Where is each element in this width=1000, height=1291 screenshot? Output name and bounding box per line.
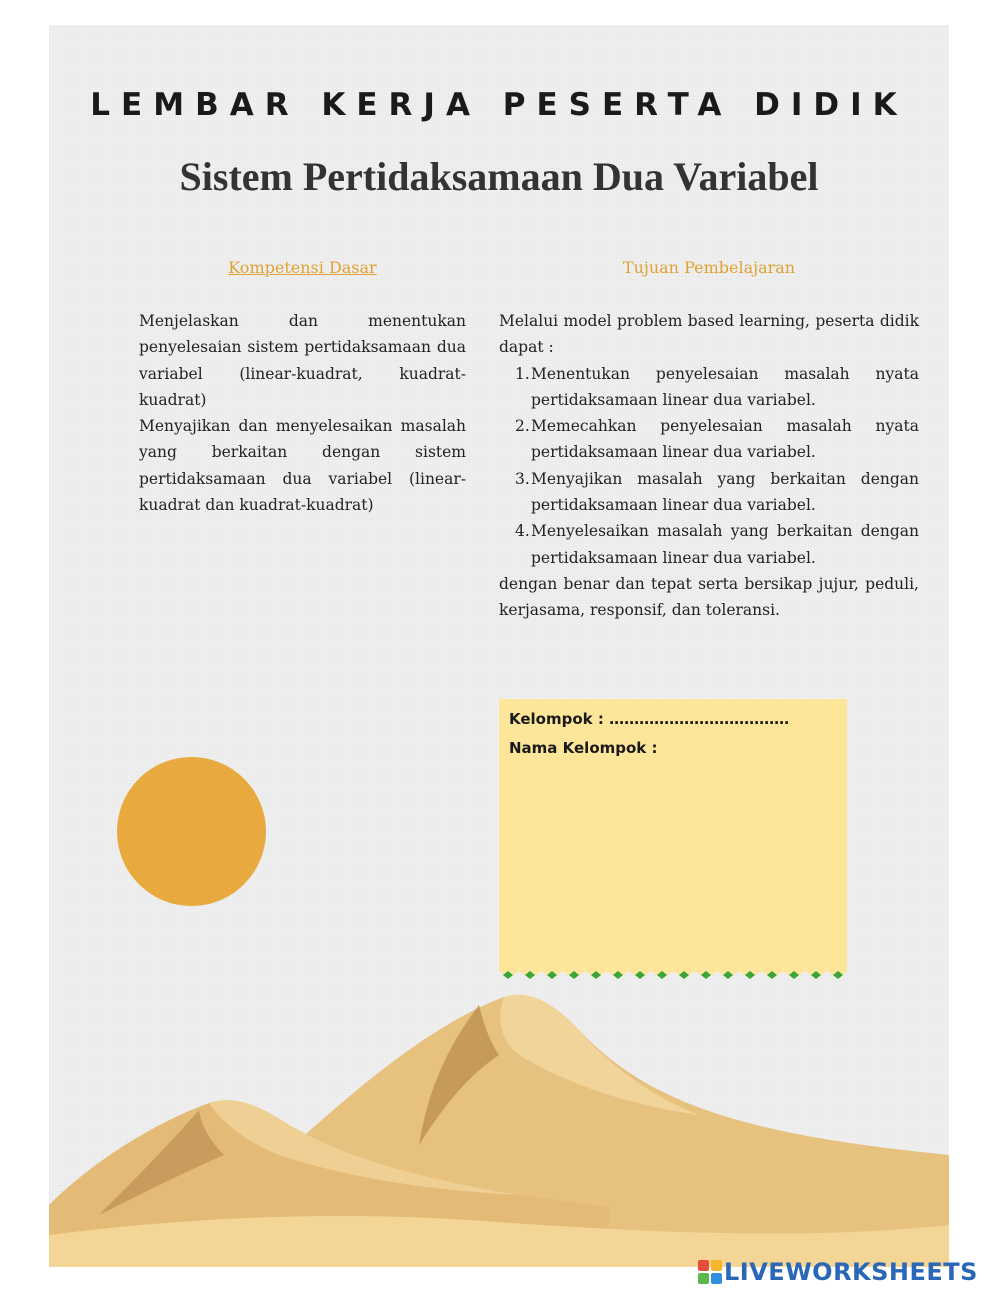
group-name-field[interactable]: Nama Kelompok :: [509, 739, 658, 757]
list-item-number: 2.: [515, 417, 530, 436]
group-number-field[interactable]: Kelompok : ………………………………: [509, 710, 790, 728]
tp-intro: Melalui model problem based learning, peserta didik dapat :: [499, 312, 919, 357]
list-item-number: 4.: [515, 522, 530, 541]
list-item: [499, 361, 919, 414]
list-item: [499, 518, 919, 571]
kd-paragraph: Menyajikan dan menyelesaikan masalah yang berkaitan dengan sistem pertidaksamaan dua variabel (linear-kuadrat dan kuadrat-kuadrat): [139, 417, 466, 515]
tp-objectives-list: [499, 361, 919, 571]
kompetensi-dasar-text: [139, 308, 466, 518]
note-torn-edge: [499, 967, 847, 983]
page-title: LEMBAR KERJA PESERTA DIDIK: [90, 87, 908, 123]
group-note-box: [499, 699, 847, 969]
logo-text: LIVEWORKSHEETS: [724, 1258, 978, 1286]
list-item-text: Menyajikan masalah yang berkaitan dengan pertidaksamaan linear dua variabel.: [531, 469, 919, 515]
tujuan-pembelajaran-heading: Tujuan Pembelajaran: [622, 258, 796, 277]
list-item-text: Menyelesaikan masalah yang berkaitan dengan pertidaksamaan linear dua variabel.: [531, 522, 919, 567]
list-item: [499, 466, 919, 519]
tujuan-pembelajaran-text: [499, 308, 919, 624]
liveworksheets-logo-icon: [698, 1260, 722, 1284]
kd-paragraph: Menjelaskan dan menentukan penyelesaian sistem pertidaksamaan dua variabel (linear-kuadrat, kuadrat-kuadrat): [139, 312, 466, 409]
desert-dunes-illustration: [49, 985, 949, 1267]
list-item-text: Memecahkan penyelesaian masalah nyata pertidaksamaan linear dua variabel.: [531, 417, 919, 462]
sun-illustration: [117, 757, 266, 906]
list-item: [499, 413, 919, 466]
worksheet-page: [49, 25, 949, 1267]
list-item-number: 3.: [515, 469, 530, 488]
list-item-text: Menentukan penyelesaian masalah nyata pertidaksamaan linear dua variabel.: [531, 364, 919, 409]
tp-closing: dengan benar dan tepat serta bersikap jujur, peduli, kerjasama, responsif, dan toleransi.: [499, 574, 919, 620]
liveworksheets-logo[interactable]: [698, 1257, 978, 1287]
list-item-number: 1.: [515, 364, 530, 383]
page-subtitle: Sistem Pertidaksamaan Dua Variabel: [179, 154, 819, 199]
kompetensi-dasar-heading: Kompetensi Dasar: [228, 258, 377, 277]
